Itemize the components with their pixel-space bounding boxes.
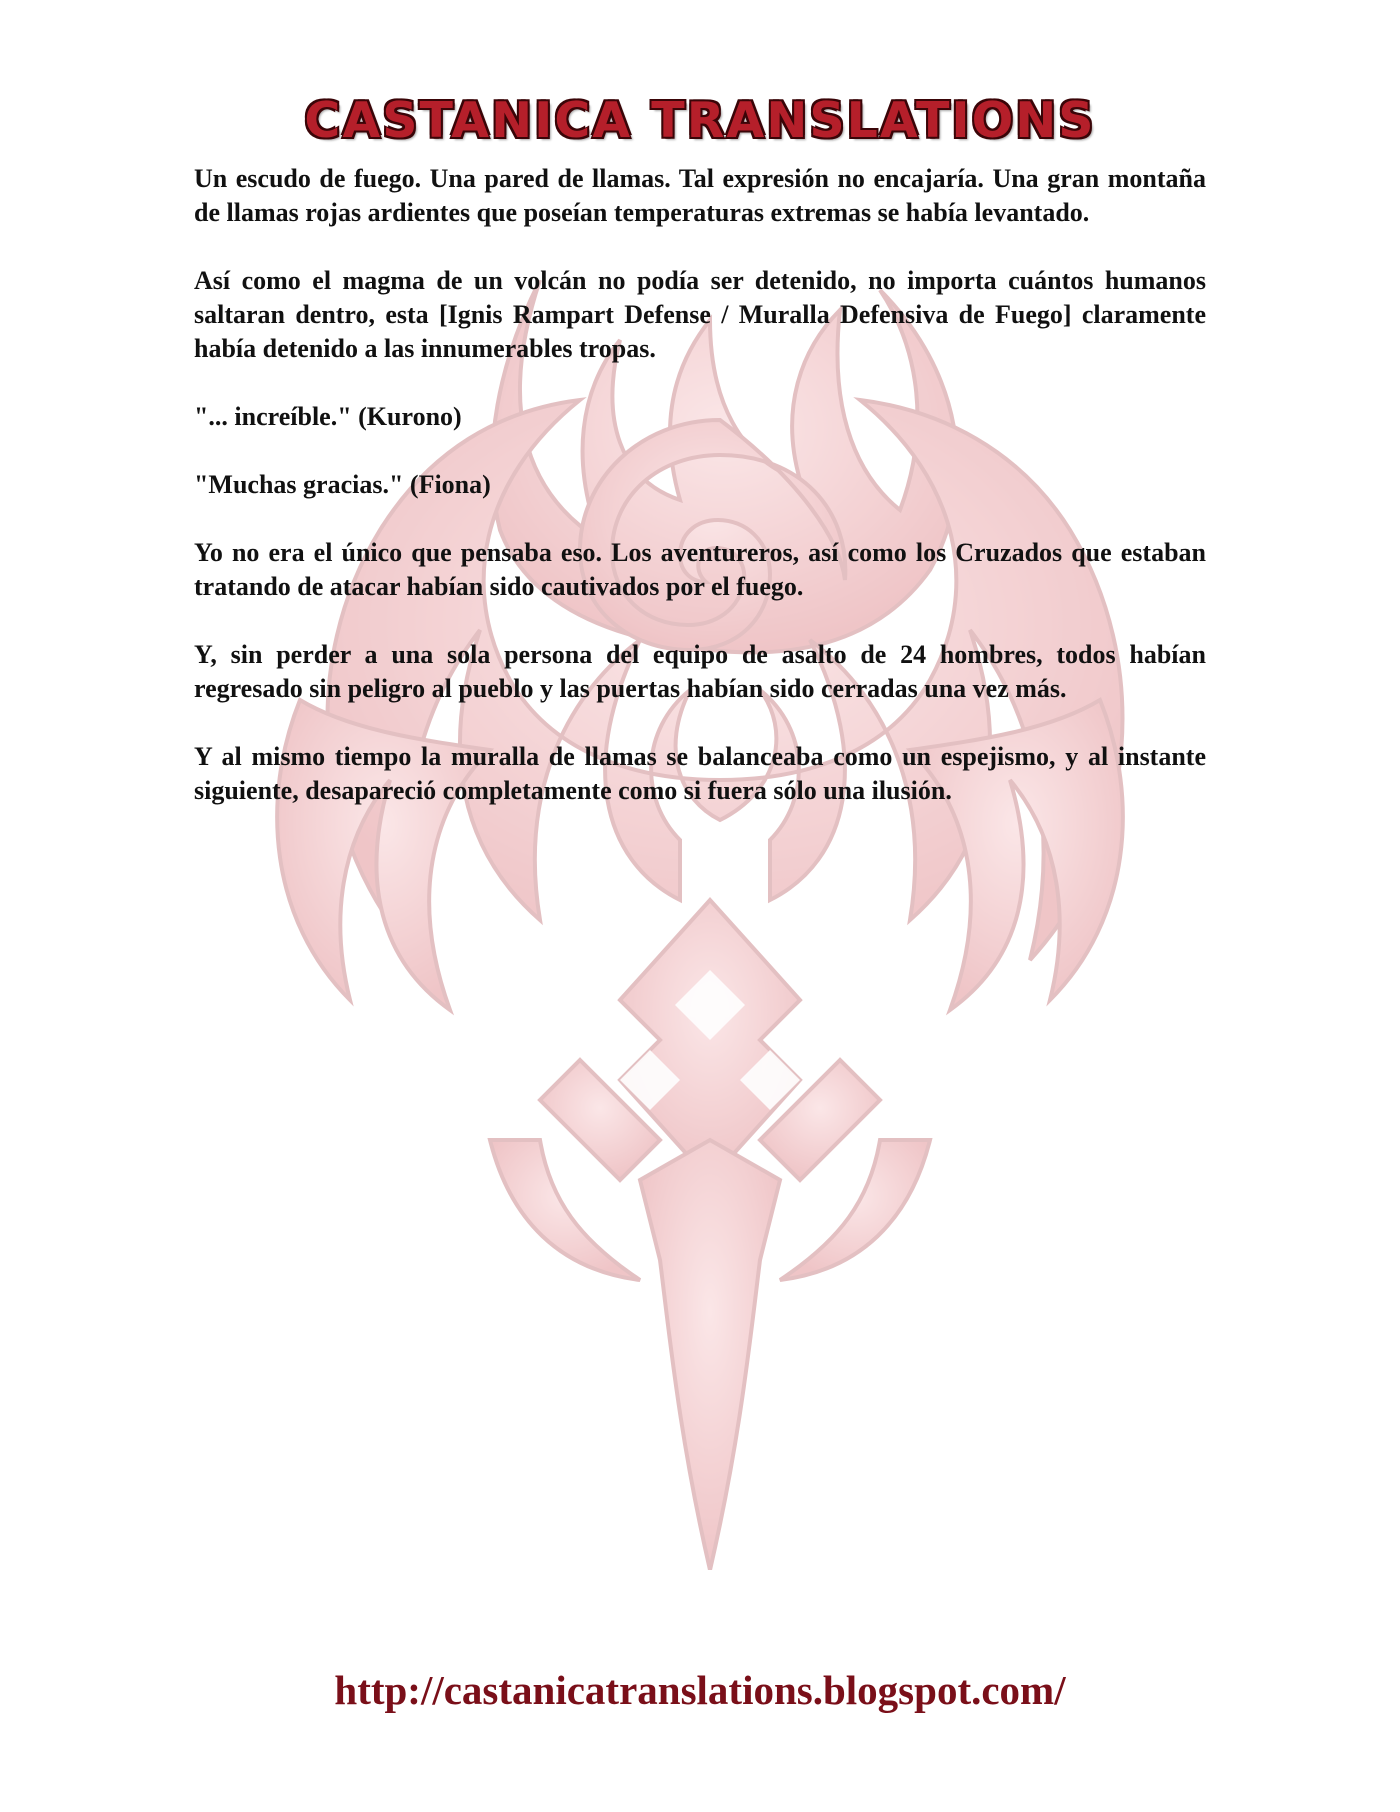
paragraph: "Muchas gracias." (Fiona): [194, 470, 491, 499]
paragraph: Yo no era el único que pensaba eso. Los aventureros, así como los Cruzados que estaban tratando de atacar habían sido cautivados por el fuego.: [194, 538, 1206, 601]
site-title: CASTANICA TRANSLATIONS: [304, 92, 1096, 149]
paragraph: Un escudo de fuego. Una pared de llamas. Tal expresión no encajaría. Una gran montaña de llamas rojas ardientes que poseían temperaturas extremas se había levantado.: [194, 164, 1206, 227]
paragraph: Y al mismo tiempo la muralla de llamas se balanceaba como un espejismo, y al instante siguiente, desapareció completamente como si fuera sólo una ilusión.: [194, 742, 1206, 805]
paragraph: Así como el magma de un volcán no podía ser detenido, no importa cuántos humanos saltaran dentro, esta [Ignis Rampart Defense / Muralla Defensiva de Fuego] claramente había detenido a las innumerables tropas.: [194, 266, 1206, 363]
chapter-text: [194, 162, 1206, 842]
page-header: [0, 92, 1400, 149]
paragraph: "... increíble." (Kurono): [194, 402, 462, 431]
footer-url-link[interactable]: http://castanicatranslations.blogspot.com/: [334, 1667, 1066, 1713]
paragraph: Y, sin perder a una sola persona del equipo de asalto de 24 hombres, todos habían regresado sin peligro al pueblo y las puertas habían sido cerradas una vez más.: [194, 640, 1206, 703]
